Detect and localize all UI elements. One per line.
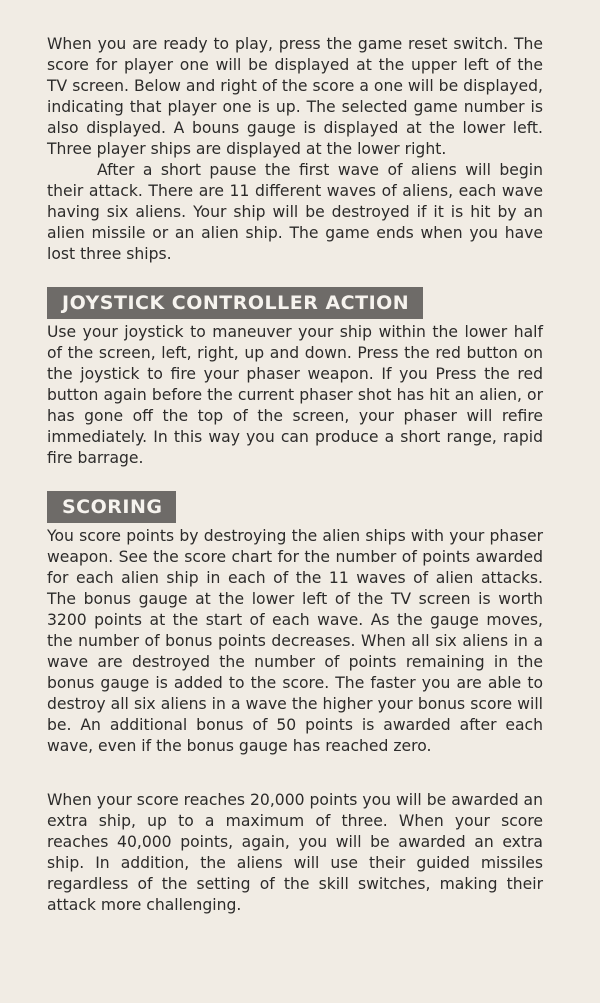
scoring-paragraph-points: You score points by destroying the alien ships with your phaser weapon. See the score chart for the number of points awarded for each alien ship in each of the 11 waves of alien attacks. The bonus gauge at the lower left of the TV screen is worth 3200 points at the start of each wave. As the gauge moves, the number of bonus points decreases. When all six aliens in a wave are destroyed the number of points remaining in the bonus gauge is added to the score. The faster you are able to destroy all six aliens in a wave the higher your bonus score will be. An additional bonus of 50 points is awarded after each wave, even if the bonus gauge has reached zero. — [47, 527, 543, 755]
joystick-heading: JOYSTICK CONTROLLER ACTION — [47, 287, 423, 319]
joystick-section-header — [47, 287, 543, 319]
manual-page — [47, 34, 543, 916]
scoring-heading: SCORING — [47, 491, 176, 523]
extra-ship-section — [47, 790, 543, 916]
scoring-paragraph-extra-ship: When your score reaches 20,000 points you will be awarded an extra ship, up to a maximum of three. When your score reaches 40,000 points, again, you will be awarded an extra ship. In addition, the aliens will use their guided missiles regardless of the setting of the skill switches, making their attack more challenging. — [47, 791, 543, 914]
intro-section — [47, 34, 543, 265]
scoring-section-header — [47, 491, 543, 523]
joystick-paragraph: Use your joystick to maneuver your ship within the lower half of the screen, left, right, up and down. Press the red button on the joystick to fire your phaser weapon. If you Press the red button again before the current phaser shot has hit an alien, or has gone off the top of the screen, your phaser will refire immediately. In this way you can produce a short range, rapid fire barrage. — [47, 323, 543, 467]
joystick-section — [47, 322, 543, 469]
intro-paragraph-waves: After a short pause the first wave of aliens will begin their attack. There are 11 different waves of aliens, each wave having six aliens. Your ship will be destroyed if it is hit by an alien missile or an alien ship. The game ends when you have lost three ships. — [47, 161, 543, 263]
intro-paragraph-start: When you are ready to play, press the game reset switch. The score for player one will be displayed at the upper left of the TV screen. Below and right of the score a one will be displayed, indicating that player one is up. The selected game number is also displayed. A bouns gauge is displayed at the lower left. Three player ships are displayed at the lower right. — [47, 35, 543, 158]
scoring-section — [47, 526, 543, 757]
